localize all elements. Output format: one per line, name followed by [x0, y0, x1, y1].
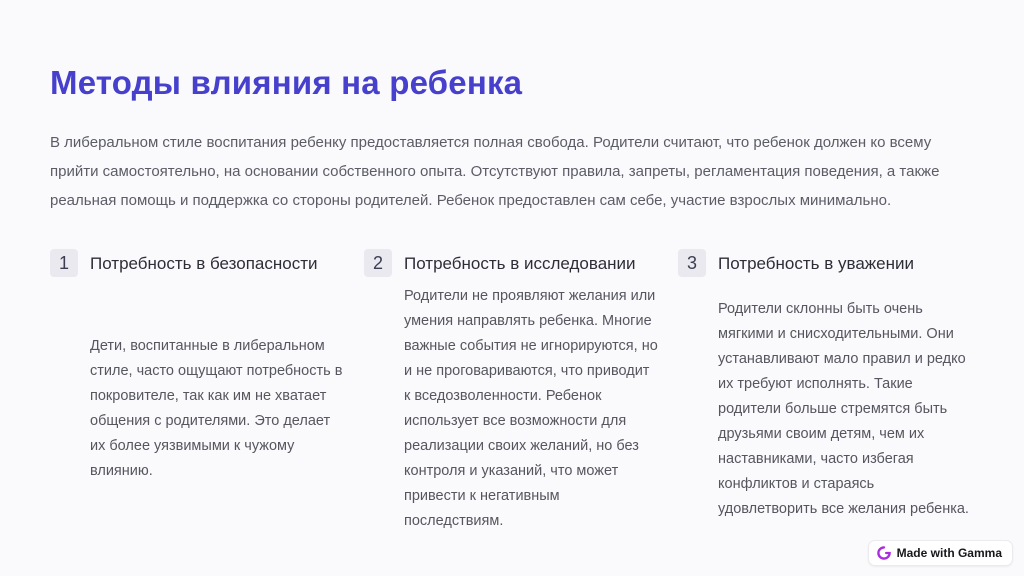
steps-columns: [50, 249, 972, 534]
step-number-badge: 2: [364, 249, 392, 277]
step-heading: Потребность в безопасности: [90, 254, 318, 273]
step-heading: Потребность в уважении: [718, 254, 915, 273]
step-body-text: Дети, воспитанные в либеральном стиле, часто ощущают потребность в покровителе, так как им не хватает общения с родителями. Это делает их более уязвимыми к чужому влиянию.: [90, 338, 343, 479]
step-item-1: [50, 249, 344, 534]
step-body-text: Родители склонны быть очень мягкими и снисходительными. Они устанавливают мало правил и редко их требуют исполнять. Такие родители больше стремятся быть друзьями своим детям, чем их наставниками, часто избегая конфликтов и стараясь удовлетворить все желания ребенка.: [718, 300, 969, 517]
step-heading: Потребность в исследовании: [404, 254, 636, 273]
step-body-text: Родители не проявляют желания или умения направлять ребенка. Многие важные события не игнорируются, но и не проговариваются, что приводит к вседозволенности. Ребенок использует все возможности для реализации своих желаний, но без контроля и указаний, что может привести к негативным последствиям.: [404, 288, 658, 529]
made-with-gamma-badge[interactable]: [868, 540, 1013, 566]
page-title: Методы влияния на ребенка: [50, 64, 523, 101]
made-with-gamma-label: Made with Gamma: [896, 546, 1002, 560]
step-item-3: [678, 249, 972, 534]
intro-paragraph: В либеральном стиле воспитания ребенку предоставляется полная свобода. Родители считают, что ребенок должен ко всему прийти самостоятельно, на основании собственного опыта. Отсутствуют правила, запреты, регламентация поведения, а также реальная помощь и поддержка со стороны родителей. Ребенок предоставлен сам себе, участие взрослых минимально.: [50, 134, 940, 209]
step-number-badge: 3: [678, 249, 706, 277]
gamma-logo-icon: [877, 546, 891, 560]
step-item-2: [364, 249, 658, 534]
step-number-badge: 1: [50, 249, 78, 277]
